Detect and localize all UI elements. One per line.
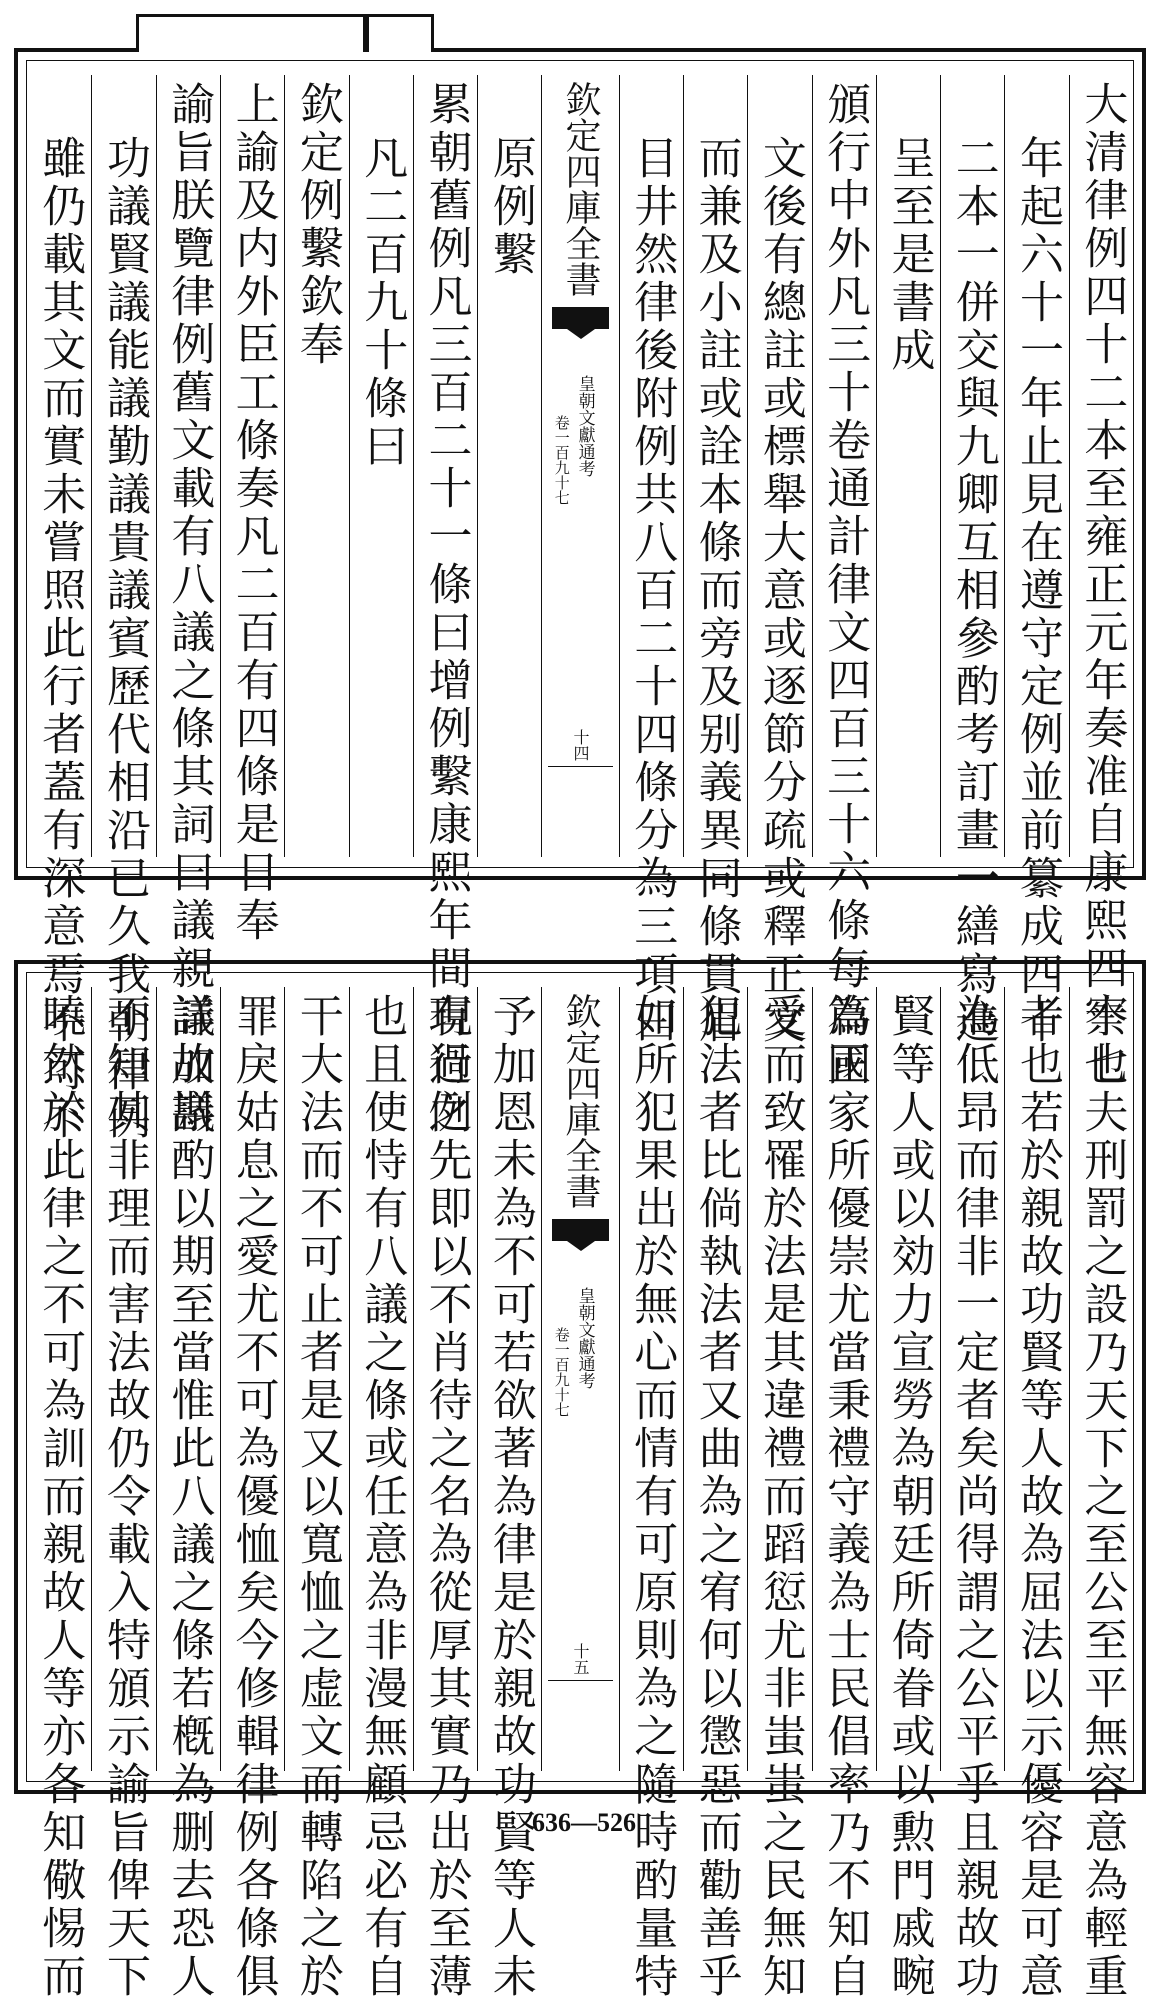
text-column	[349, 987, 413, 2001]
column-text: 年起六十一年止見在遵守定例並前纂成四十	[1012, 135, 1064, 1047]
column-text: 原例繫	[484, 135, 536, 279]
fishtail-mark	[552, 1219, 608, 1241]
column-text: 予加恩未為不可若欲著為律是於親故功賢等人未	[484, 993, 536, 2001]
column-text: 呈至是書成	[883, 135, 935, 375]
column-text: 有過之先即以不肖待之名為從厚其實乃出於至薄	[420, 993, 472, 2001]
text-column	[413, 75, 477, 1137]
text-column	[619, 75, 683, 1047]
section-header: 皇朝文獻通考	[574, 375, 595, 477]
volume-label: 卷一百九十七	[552, 1327, 571, 1417]
book-title: 欽定四庫全書	[560, 993, 602, 1209]
text-column	[91, 987, 155, 2001]
text-column	[1069, 987, 1133, 2001]
text-column	[284, 987, 348, 2001]
top-margin-raise-2	[366, 14, 434, 52]
volume-label: 卷一百九十七	[552, 415, 571, 505]
column-text: 凡二百九十條曰	[356, 135, 408, 471]
fold-divider	[548, 766, 612, 768]
top-margin-raise-1	[136, 14, 366, 52]
text-column	[27, 75, 91, 1143]
top-columns	[27, 75, 1133, 1143]
folio-number: 十五	[571, 1643, 591, 1675]
section-header: 皇朝文獻通考	[574, 1287, 595, 1389]
column-text: 愛而致罹於法是其違禮而蹈愆尤非蚩蚩之民無知	[754, 993, 806, 2001]
column-text: 目井然律後附例共八百二十四條分為三項曰	[626, 135, 678, 1047]
column-text: 頒行中外凡三十卷通計律文四百三十六條每篇正	[819, 81, 871, 1089]
text-column	[812, 75, 876, 1089]
column-text: 也且使恃有八議之條或任意為非漫無顧忌必有自	[356, 993, 408, 2001]
text-column	[27, 987, 91, 2001]
text-column	[876, 75, 940, 857]
column-text: 察也夫刑罰之設乃天下之至公至平無容意為輕重	[1076, 993, 1128, 2001]
text-column	[413, 987, 477, 2001]
text-column	[220, 987, 284, 2001]
center-fold-column	[541, 987, 618, 1771]
column-text: 犯法者比倘執法者又曲為之宥何以懲惡而勸善乎	[690, 993, 742, 2001]
top-page-block	[14, 48, 1146, 1143]
text-column	[1069, 75, 1133, 1089]
text-column	[619, 987, 683, 2001]
column-text: 為國家所優崇尤當秉禮守義為士民倡率乃不知自	[819, 993, 871, 2001]
text-column	[747, 75, 811, 1047]
column-text: 上諭及内外臣工條奏凡二百有四條是日奉	[227, 81, 279, 945]
text-column	[349, 75, 413, 857]
column-text: 罪戾姑息之愛尤不可為優恤矣今修輯律例各條俱	[227, 993, 279, 2001]
text-column	[220, 75, 284, 945]
column-text: 功議賢議能議勤議貴議賓歷代相沿已久我朝律例	[99, 135, 151, 1143]
page-number: 636—526	[532, 1808, 636, 1837]
text-column	[477, 75, 541, 857]
column-text: 干大法而不可止者是又以寬恤之虚文而轉陷之於	[291, 993, 343, 2001]
column-text: 文後有總註或標舉大意或逐節分疏或釋正文	[754, 135, 806, 1047]
column-text: 諭旨朕覽律例舊文載有八議之條其詞曰議親議故議	[163, 81, 215, 1137]
column-text: 而兼及小註或詮本條而旁及别義異同條貫眉	[690, 135, 742, 1047]
column-text: 者也若於親故功賢等人故為屈法以示優容是可意	[1012, 993, 1064, 2001]
top-inner-frame	[26, 60, 1134, 1143]
text-column	[1004, 75, 1068, 1047]
column-text: 曉然於此律之不可為訓而親故人等亦各知儆惕而	[34, 993, 86, 2001]
text-column	[156, 75, 220, 1137]
text-column	[812, 987, 876, 2001]
text-column	[940, 987, 1004, 2001]
text-column	[683, 75, 747, 1047]
column-text: 如所犯果出於無心而情有可原則為之隨時酌量特	[626, 993, 678, 2001]
column-text: 不知其非理而害法故仍令載入特頒示諭旨俾天下	[99, 993, 151, 2001]
fold-divider	[548, 1680, 612, 1682]
column-text: 欽定例繫欽奉	[291, 81, 343, 369]
book-title: 欽定四庫全書	[560, 81, 602, 297]
text-column	[940, 75, 1004, 1047]
text-column	[91, 75, 155, 1143]
folio-number: 十四	[571, 729, 591, 761]
text-column	[477, 987, 541, 2001]
column-text: 二本一併交與九卿互相參酌考訂畫一繕寫進	[947, 135, 999, 1047]
column-text: 詳加斟酌以期至當惟此八議之條若槪為删去恐人	[163, 993, 215, 2001]
column-text: 雖仍載其文而實未嘗照此行者蓋有深意焉不可不	[34, 135, 86, 1143]
text-column	[747, 987, 811, 2001]
text-column	[876, 987, 940, 2001]
fishtail-mark	[552, 307, 608, 329]
text-column	[1004, 987, 1068, 2001]
column-text: 累朝舊例凡三百二十一條曰增例繫康熙年間現行例	[420, 81, 472, 1137]
center-fold-column	[541, 75, 618, 857]
column-text: 為低昻而律非一定者矣尚得謂之公平乎且親故功	[947, 993, 999, 2001]
text-column	[156, 987, 220, 2001]
text-column	[284, 75, 348, 857]
text-column	[683, 987, 747, 2001]
column-text: 大清律例四十二本至雍正元年奏准自康熙四十七	[1076, 81, 1128, 1089]
column-text: 賢等人或以効力宣勞為朝廷所倚眷或以勲門戚畹	[883, 993, 935, 2001]
